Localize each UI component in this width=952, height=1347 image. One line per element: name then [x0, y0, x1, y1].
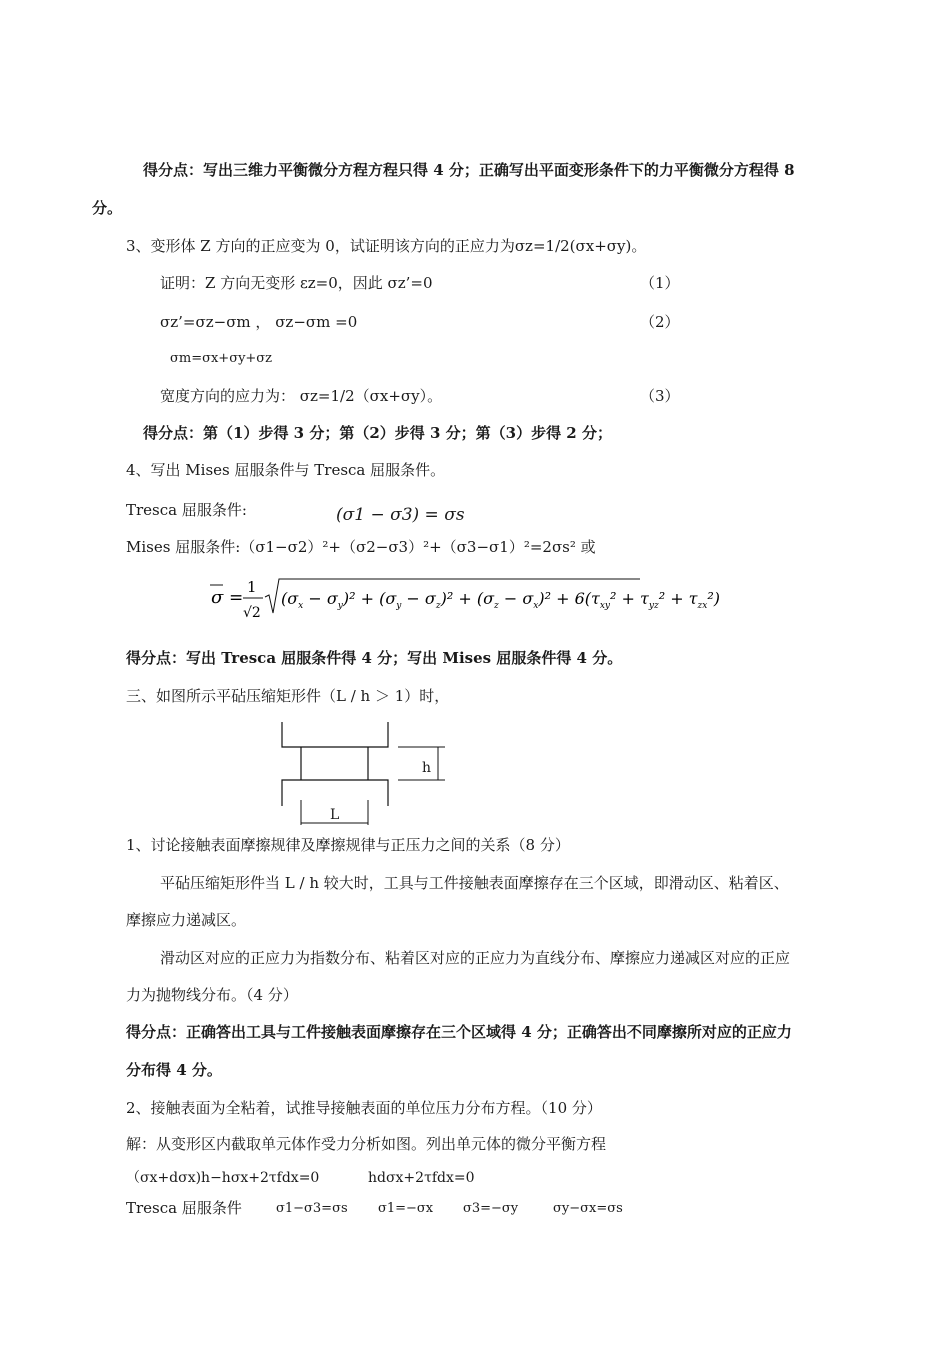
svg-text:σ: σ [211, 587, 224, 608]
compression-figure [280, 720, 460, 830]
question-3: 3、变形体 Z 方向的正应变为 0，试证明该方向的正应力为σz=1/2(σx+σy)。 [126, 237, 647, 255]
equilibrium-equation-2: hdσx+2τfdx=0 [368, 1170, 475, 1186]
answer-1-para2-line2: 力为抛物线分布。（4 分） [126, 986, 298, 1004]
answer-1-para1-line2: 摩擦应力递减区。 [126, 911, 247, 929]
svg-text:1: 1 [247, 578, 257, 596]
score-point-q3: 得分点：第（1）步得 3 分；第（2）步得 3 分；第（3）步得 2 分； [143, 424, 612, 442]
answer-1-para1-line1: 平砧压缩矩形件当 L / h 较大时，工具与工件接触表面摩擦存在三个区域，即滑动区、粘着区、 [160, 874, 789, 892]
answer-1-para2-line1: 滑动区对应的正应力为指数分布、粘着区对应的正应力为直线分布、摩擦应力递减区对应的正应 [160, 949, 791, 967]
proof-line-3: σm=σx+σy+σz [170, 351, 273, 366]
mises-formula [205, 575, 721, 635]
score-point-q4: 得分点：写出 Tresca 屈服条件得 4 分；写出 Mises 屈服条件得 4 分。 [126, 649, 623, 667]
question-4: 4、写出 Mises 屈服条件与 Tresca 屈服条件。 [126, 461, 446, 479]
svg-text:=: = [229, 588, 244, 608]
score-point-s3q1-line2: 分布得 4 分。 [126, 1061, 222, 1079]
proof-line-1: 证明：Z 方向无变形 εz=0，因此 σz’=0 [160, 274, 433, 292]
svg-text:√2: √2 [243, 605, 261, 621]
tresca-eq-d: σy−σx=σs [553, 1201, 623, 1216]
proof-line-4-number: （3） [640, 387, 680, 405]
tresca-label: Tresca 屈服条件: [126, 501, 247, 519]
tresca-eq-b: σ1=−σx [378, 1201, 434, 1216]
equilibrium-equation-1: （σx+dσx)h−hσx+2τfdx=0 [126, 1170, 320, 1186]
tresca-eq-a: σ1−σ3=σs [276, 1201, 348, 1216]
figure-label-h: h [422, 760, 432, 776]
section-3-question-1: 1、讨论接触表面摩擦规律及摩擦规律与正压力之间的关系（8 分） [126, 836, 570, 854]
tresca-formula: (σ1 − σ3) = σs [336, 505, 465, 525]
score-point-s3q1-line1: 得分点：正确答出工具与工件接触表面摩擦存在三个区域得 4 分；正确答出不同摩擦所对应的正应力 [126, 1023, 792, 1041]
figure-label-l: L [330, 807, 340, 823]
score-point-1-line2: 分。 [92, 199, 123, 217]
proof-line-4: 宽度方向的应力为： σz=1/2（σx+σy）。 [160, 387, 443, 405]
mises-line: Mises 屈服条件:（σ1−σ2）²+（σ2−σ3）²+（σ3−σ1）²=2σs² 或 [126, 538, 596, 556]
score-point-1-line1: 得分点：写出三维力平衡微分方程方程只得 4 分；正确写出平面变形条件下的力平衡微分方程得 8 [143, 161, 795, 179]
tresca-eq-c: σ3=−σy [463, 1201, 519, 1216]
svg-text:(σx − σy)² + (σy − σz)² + (σz: $(\sigma_x - \sigma_y)^2 + (\sigma_y - \sigma_z)^2 + (\sigma_z - \sigma_x)^2 + 6(\tau_{xy}^2 + \tau_{yz}^2 + \tau_{zx}^2)$ [281, 589, 721, 611]
solution-intro: 解：从变形区内截取单元体作受力分析如图。列出单元体的微分平衡方程 [126, 1135, 607, 1153]
section-3-heading: 三、如图所示平砧压缩矩形件（L / h ＞ 1）时， [126, 687, 450, 705]
tresca-label-2: Tresca 屈服条件 [126, 1199, 242, 1217]
section-3-question-2: 2、接触表面为全粘着，试推导接触表面的单位压力分布方程。（10 分） [126, 1099, 602, 1117]
proof-line-2: σz’=σz−σm ， σz−σm =0 [160, 313, 358, 331]
proof-line-2-number: （2） [640, 313, 680, 331]
proof-line-1-number: （1） [640, 274, 680, 292]
